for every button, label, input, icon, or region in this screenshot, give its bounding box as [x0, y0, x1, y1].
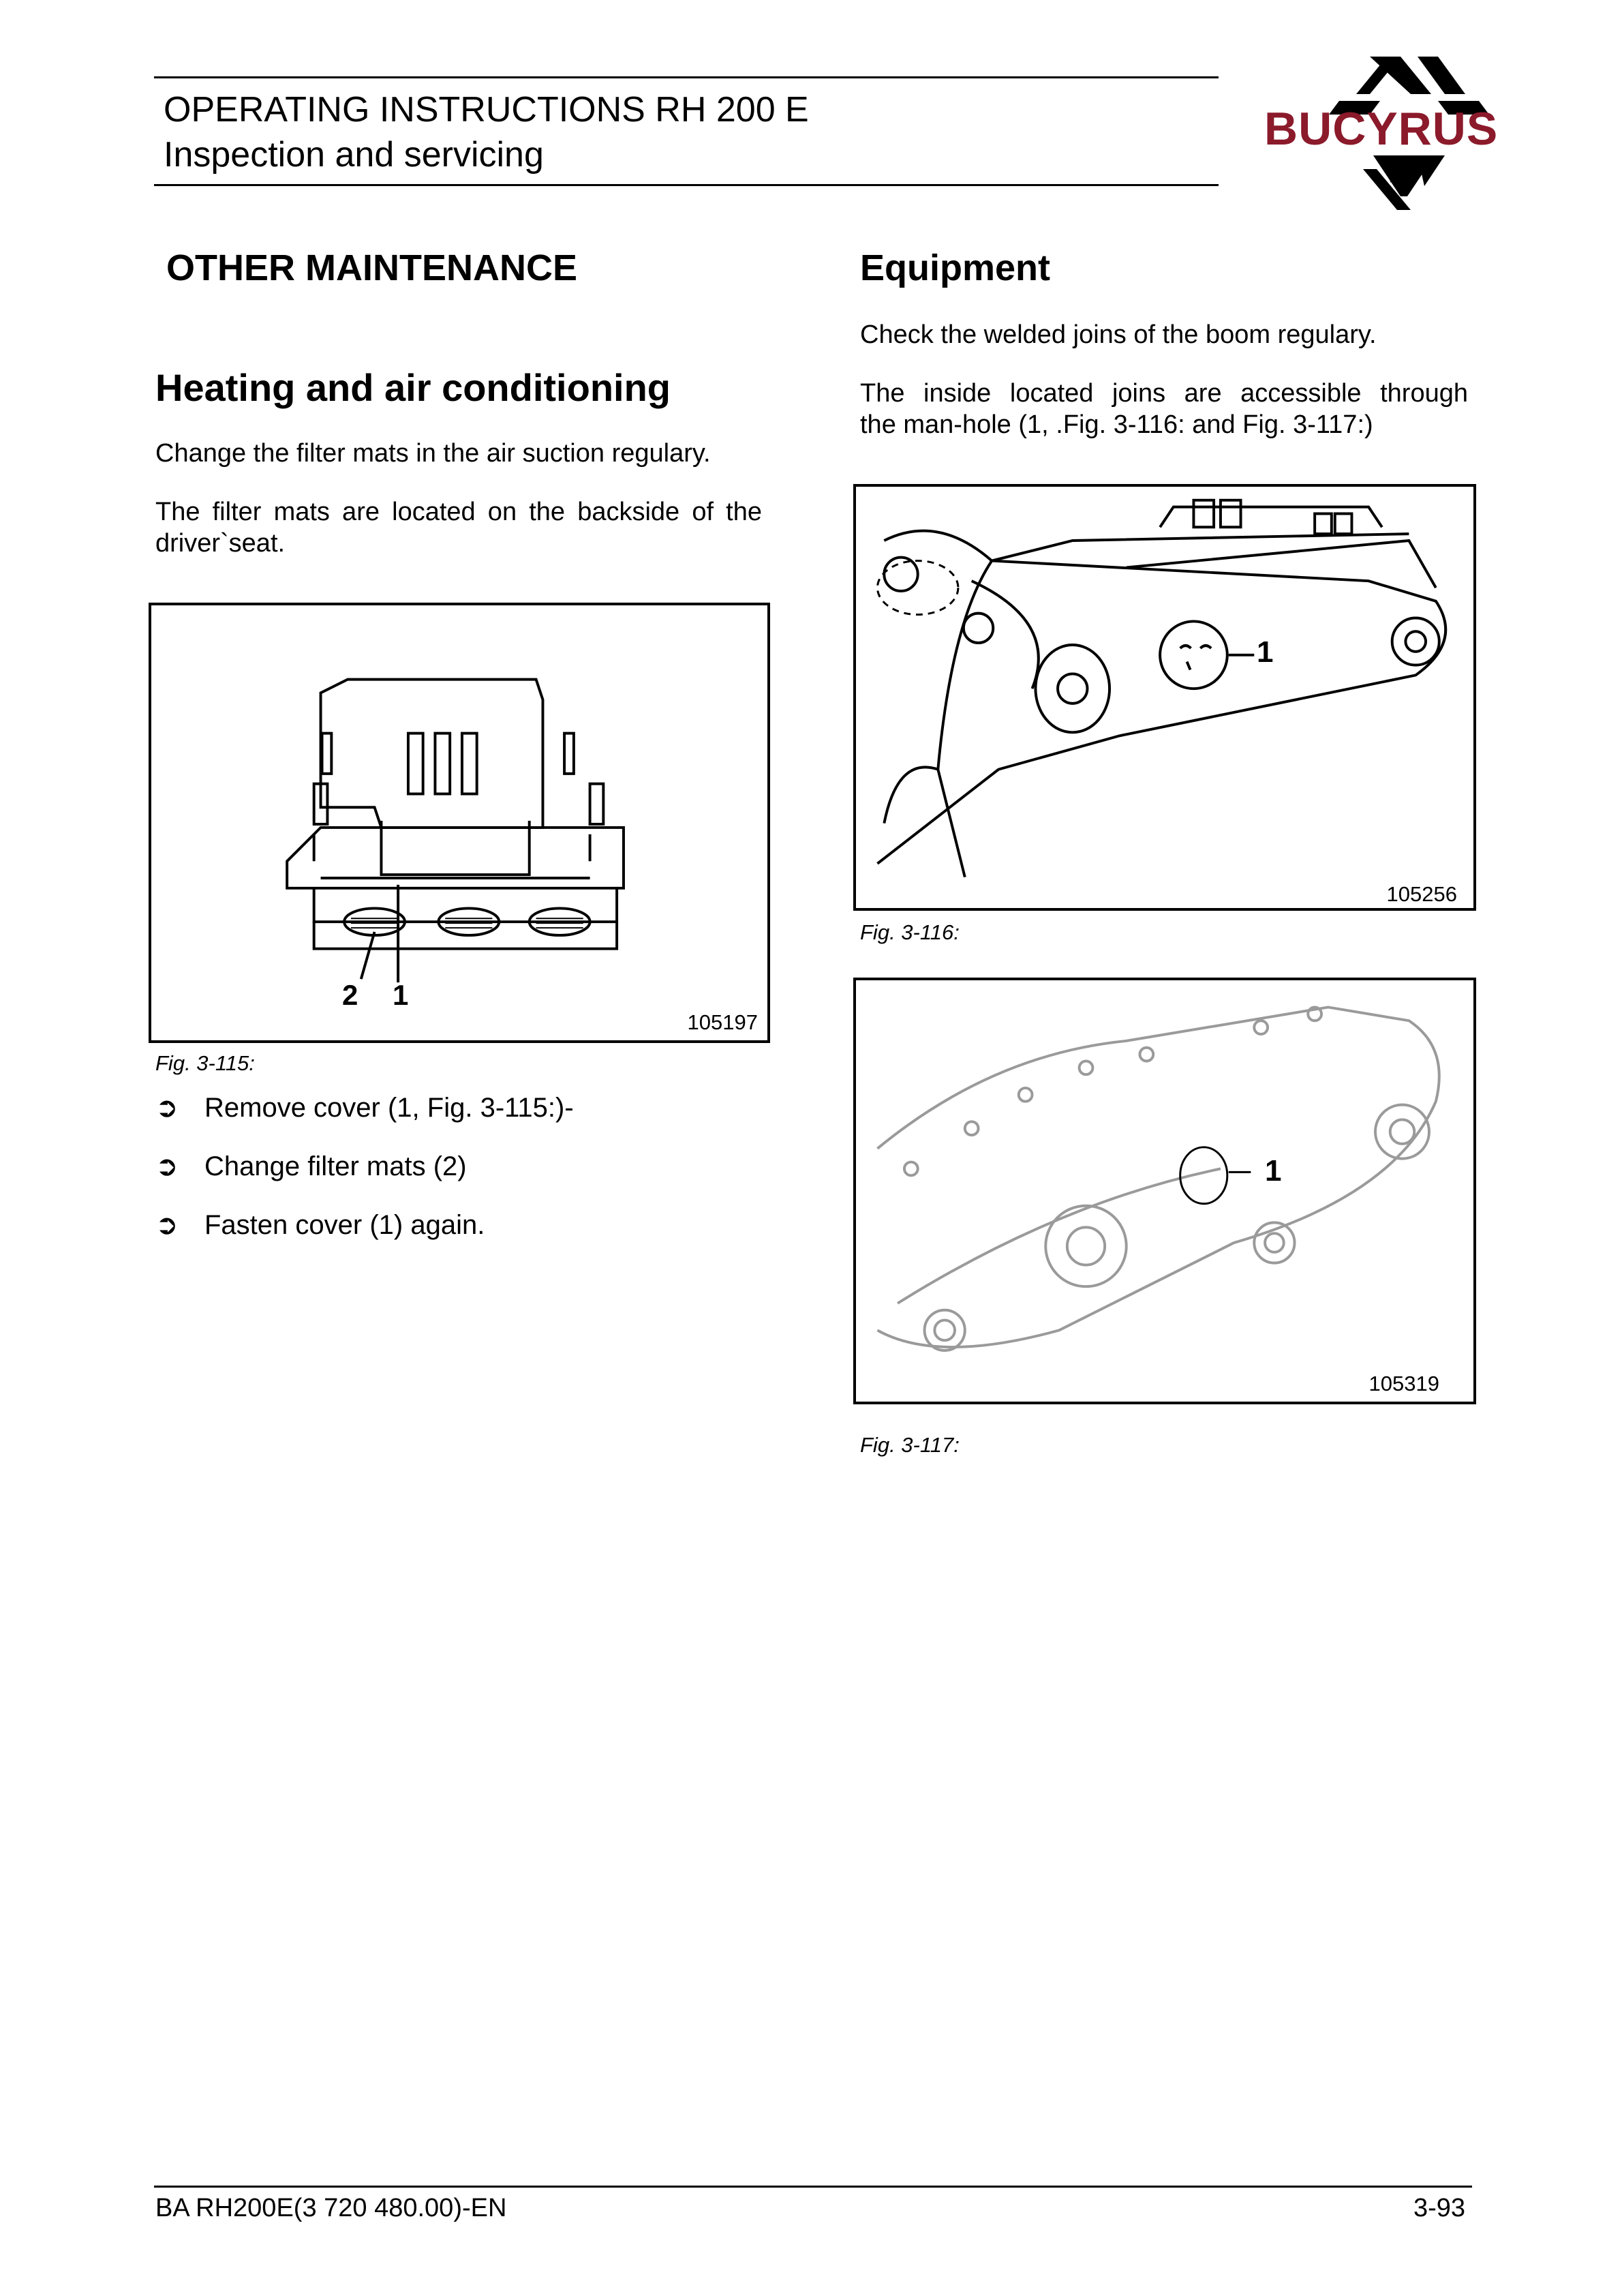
step-remove-cover [155, 1092, 574, 1123]
callout-1: 1 [1257, 635, 1274, 669]
header-title-line2: Inspection and servicing [164, 135, 544, 175]
right-paragraph-1: Check the welded joins of the boom regulary. [860, 320, 1377, 349]
left-paragraph-2: The filter mats are located on the backside of the driver`seat. [155, 498, 762, 558]
step-fasten-cover [155, 1209, 485, 1241]
step-text: Remove cover (1, Fig. 3-115:)- [204, 1092, 574, 1123]
header-top-rule [154, 76, 1219, 78]
right-paragraph-2-line2: the man-hole (1, .Fig. 3-116: and Fig. 3-117:) [860, 410, 1373, 439]
boom-drawing [856, 487, 1473, 908]
callout-1: 1 [1265, 1154, 1282, 1188]
footer-doc-id: BA RH200E(3 720 480.00)-EN [155, 2194, 507, 2222]
figure-caption-3-116: Fig. 3-116: [860, 920, 960, 944]
bucyrus-logo-text: BUCYRUS [1264, 103, 1499, 155]
figure-caption-3-115: Fig. 3-115: [155, 1051, 255, 1075]
figure-3-117 [853, 978, 1476, 1404]
left-paragraph-1: Change the filter mats in the air suction regulary. [155, 439, 711, 468]
arrow-bullet-icon: ➲ [155, 1209, 179, 1241]
section-title-other-maintenance: OTHER MAINTENANCE [166, 247, 577, 288]
step-text: Fasten cover (1) again. [204, 1209, 485, 1240]
driver-seat-drawing [151, 605, 767, 1040]
boom-man-hole-drawing [856, 980, 1473, 1402]
figure-number-105319: 105319 [1368, 1372, 1439, 1395]
figure-3-115 [149, 603, 770, 1043]
header-bottom-rule [154, 184, 1219, 186]
figure-number-105197: 105197 [687, 1010, 758, 1034]
step-text: Change filter mats (2) [204, 1151, 467, 1181]
section-title-equipment: Equipment [860, 247, 1050, 288]
callout-1: 1 [393, 979, 409, 1011]
footer-rule [154, 2186, 1472, 2188]
figure-number-105256: 105256 [1386, 882, 1457, 906]
right-paragraph-2-line1: The inside located joins are accessible through [860, 379, 1468, 408]
header-title-line1: OPERATING INSTRUCTIONS RH 200 E [164, 90, 809, 130]
callout-2: 2 [342, 979, 358, 1011]
arrow-bullet-icon: ➲ [155, 1092, 179, 1123]
footer-page-number: 3-93 [1413, 2194, 1466, 2222]
figure-caption-3-117: Fig. 3-117: [860, 1433, 960, 1457]
step-change-filter-mats [155, 1151, 467, 1182]
subsection-title-heating: Heating and air conditioning [155, 366, 671, 409]
arrow-bullet-icon: ➲ [155, 1151, 179, 1182]
figure-3-116 [853, 484, 1476, 911]
bucyrus-logo [1254, 53, 1520, 217]
